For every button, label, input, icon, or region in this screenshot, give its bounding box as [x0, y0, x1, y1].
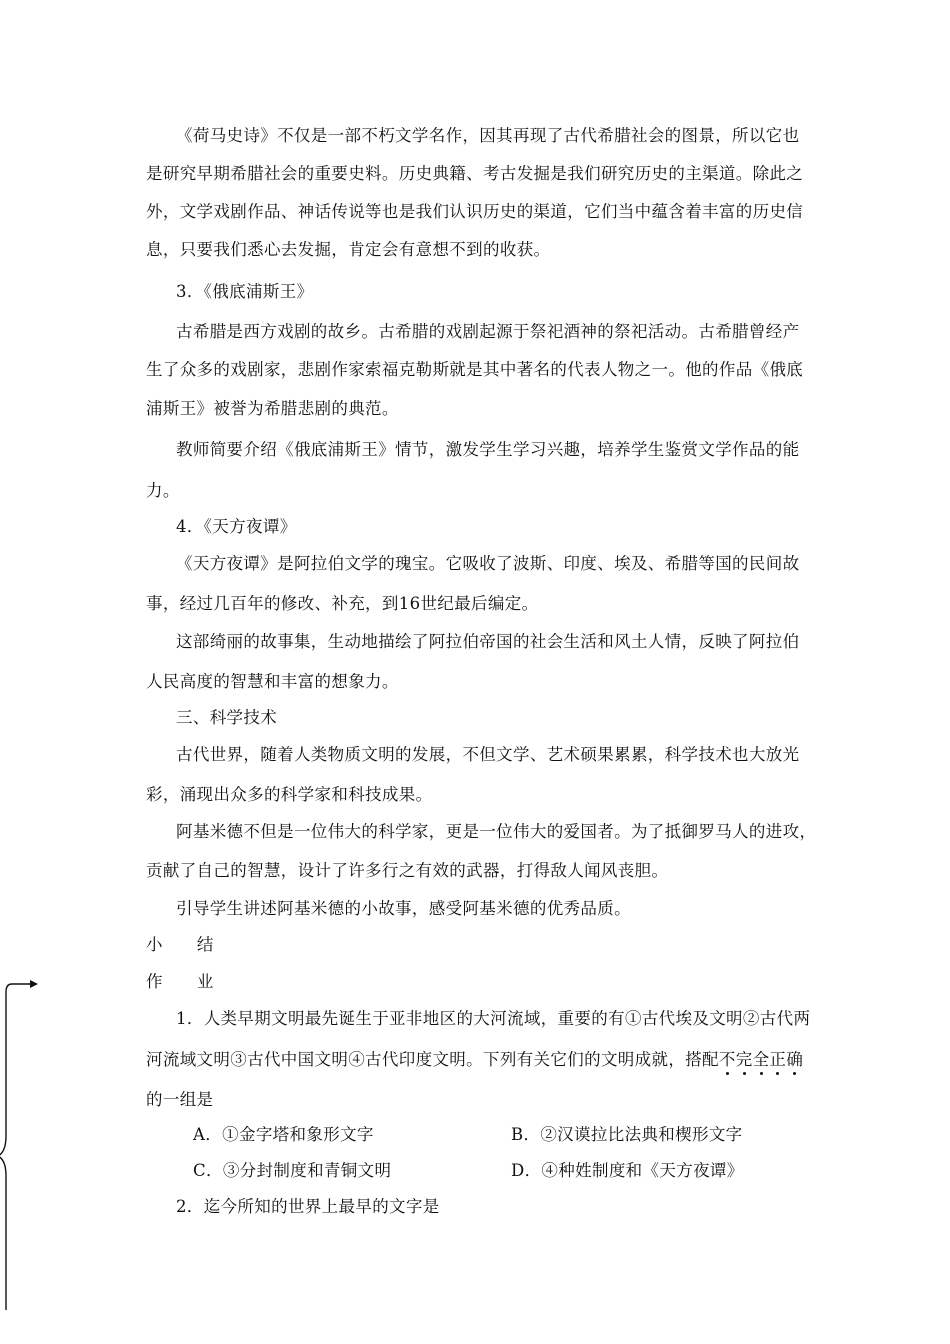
text-line: 生了众多的戏剧家，悲剧作家索福克勒斯就是其中著名的代表人物之一。他的作品《俄底: [146, 360, 804, 379]
text-line: 贡献了自己的智慧，设计了许多行之有效的武器，打得敌人闻风丧胆。: [146, 861, 669, 880]
option-c: C．③分封制度和青铜文明: [193, 1161, 392, 1180]
question-1-line: 1．人类早期文明最先诞生于亚非地区的大河流域，重要的有①古代埃及文明②古代两: [176, 1009, 811, 1028]
section-heading: 3．《俄底浦斯王》: [176, 282, 314, 301]
text-line: 《荷马史诗》不仅是一部不朽文学名作，因其再现了古代希腊社会的图景，所以它也: [176, 126, 800, 145]
text-line: 彩，涌现出众多的科学家和科技成果。: [146, 785, 433, 804]
summary-char: 小: [146, 935, 163, 954]
emphasis-char: 确: [786, 1050, 804, 1069]
section-heading: 4．《天方夜谭》: [176, 517, 297, 536]
text-line: 是研究早期希腊社会的重要史料。历史典籍、考古发掘是我们研究历史的主渠道。除此之: [146, 164, 804, 183]
option-b: B．②汉谟拉比法典和楔形文字: [511, 1125, 743, 1144]
summary-char: 结: [196, 935, 214, 954]
question-1-line: 的一组是: [146, 1090, 214, 1109]
homework-char: 作: [146, 972, 163, 991]
emphasis-char: 不: [718, 1050, 736, 1069]
option-d: D．④种姓制度和《天方夜谭》: [511, 1161, 744, 1180]
text-line: 教师简要介绍《俄底浦斯王》情节，激发学生学习兴趣，培养学生鉴赏文学作品的能: [176, 440, 800, 459]
question-1-text: 河流域文明③古代中国文明④古代印度文明。下列有关它们的文明成就，搭配: [146, 1050, 719, 1069]
text-line: 古代世界，随着人类物质文明的发展，不但文学、艺术硕果累累，科学技术也大放光: [176, 745, 800, 764]
emphasis-char: 完: [735, 1050, 753, 1069]
text-line: 阿基米德不但是一位伟大的科学家，更是一位伟大的爱国者。为了抵御罗马人的进攻，: [176, 822, 817, 841]
emphasis-char: 全: [752, 1050, 770, 1069]
text-line: 人民高度的智慧和丰富的想象力。: [146, 672, 399, 691]
text-line: 《天方夜谭》是阿拉伯文学的瑰宝。它吸收了波斯、印度、埃及、希腊等国的民间故: [176, 554, 800, 573]
summary-label: [146, 935, 214, 955]
text-line: 这部绮丽的故事集，生动地描绘了阿拉伯帝国的社会生活和风土人情，反映了阿拉伯: [176, 632, 800, 651]
text-line: 事，经过几百年的修改、补充，到16世纪最后编定。: [146, 594, 539, 613]
homework-char: 业: [196, 972, 214, 991]
text-line: 外，文学戏剧作品、神话传说等也是我们认识历史的渠道，它们当中蕴含着丰富的历史信: [146, 202, 804, 221]
text-line: 力。: [146, 481, 180, 500]
emphasis-char: 正: [769, 1050, 787, 1069]
text-line: 浦斯王》被誉为希腊悲剧的典范。: [146, 399, 399, 418]
question-1-line: [146, 1050, 803, 1070]
question-2-line: 2．迄今所知的世界上最早的文字是: [176, 1197, 440, 1216]
margin-bracket-arrow: [0, 970, 40, 1320]
text-line: 息，只要我们悉心去发掘，肯定会有意想不到的收获。: [146, 240, 551, 259]
homework-label: [146, 972, 214, 992]
text-line: 古希腊是西方戏剧的故乡。古希腊的戏剧起源于祭祀酒神的祭祀活动。古希腊曾经产: [176, 322, 800, 341]
text-line: 引导学生讲述阿基米德的小故事，感受阿基米德的优秀品质。: [176, 899, 631, 918]
option-a: A．①金字塔和象形文字: [193, 1125, 374, 1144]
section-heading: 三、科学技术: [176, 708, 278, 727]
